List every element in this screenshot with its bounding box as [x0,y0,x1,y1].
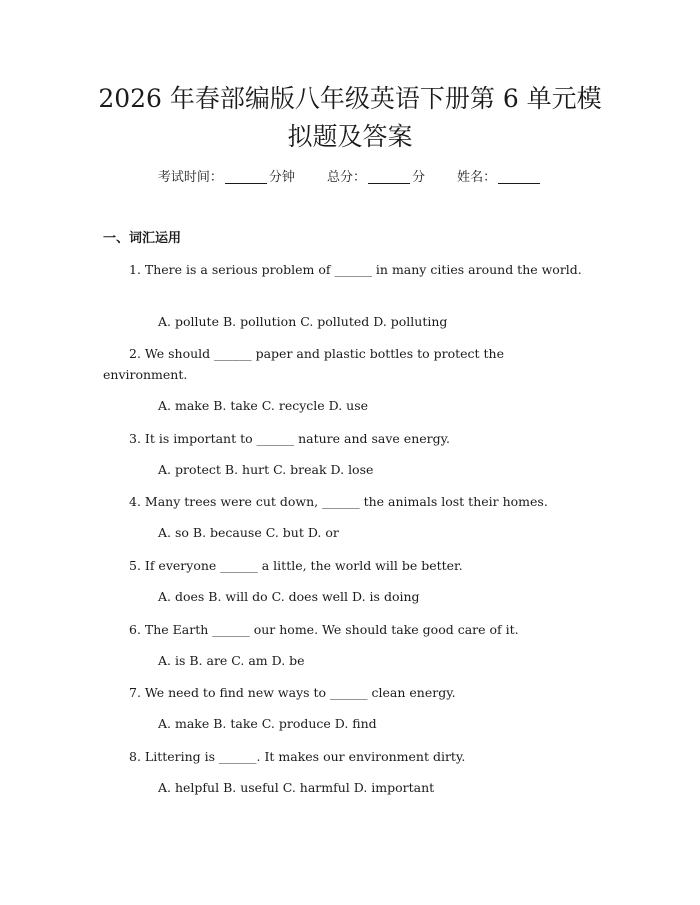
exam-time-blank [225,169,267,184]
exam-name-label: 姓名： [457,170,497,185]
exam-info-bar [0,168,700,188]
question-3-options: A. protect B. hurt C. break D. lose [158,462,374,477]
question-4-stem: 4. Many trees were cut down, ______ the animals lost their homes. [129,494,548,509]
exam-score-label: 总分： [326,170,366,185]
section-heading-vocabulary: 一、词汇运用 [103,231,182,246]
exam-name-blank [498,169,540,184]
exam-time-unit: 分钟 [268,170,295,185]
question-3-stem: 3. It is important to ______ nature and save energy. [129,431,450,446]
question-8-options: A. helpful B. useful C. harmful D. important [158,780,435,795]
exam-score-unit: 分 [412,170,426,185]
question-2-options: A. make B. take C. recycle D. use [158,398,369,413]
document-title-line-2: 拟题及答案 [287,122,413,151]
question-7-options: A. make B. take C. produce D. find [158,716,377,731]
exam-score-blank [368,169,410,184]
exam-time-label: 考试时间： [157,170,223,185]
question-6-options: A. is B. are C. am D. be [158,653,305,668]
exam-score [327,168,425,188]
question-7-stem: 7. We need to find new ways to ______ clean energy. [129,685,456,700]
exam-time [158,168,295,188]
question-8-stem: 8. Littering is ______. It makes our environment dirty. [129,749,466,764]
question-4-options: A. so B. because C. but D. or [158,525,339,540]
document-title-line-1: 2026 年春部编版八年级英语下册第 6 单元模 [98,84,602,113]
question-5-stem: 5. If everyone ______ a little, the world will be better. [129,558,463,573]
question-6-stem: 6. The Earth ______ our home. We should take good care of it. [129,622,519,637]
question-2-stem: 2. We should ______ paper and plastic bottles to protect the environment. [103,346,504,382]
question-5-options: A. does B. will do C. does well D. is doing [158,589,420,604]
exam-name [457,168,542,188]
question-1-stem: 1. There is a serious problem of ______ in many cities around the world. [129,262,582,277]
question-1-options: A. pollute B. pollution C. polluted D. polluting [158,314,448,329]
